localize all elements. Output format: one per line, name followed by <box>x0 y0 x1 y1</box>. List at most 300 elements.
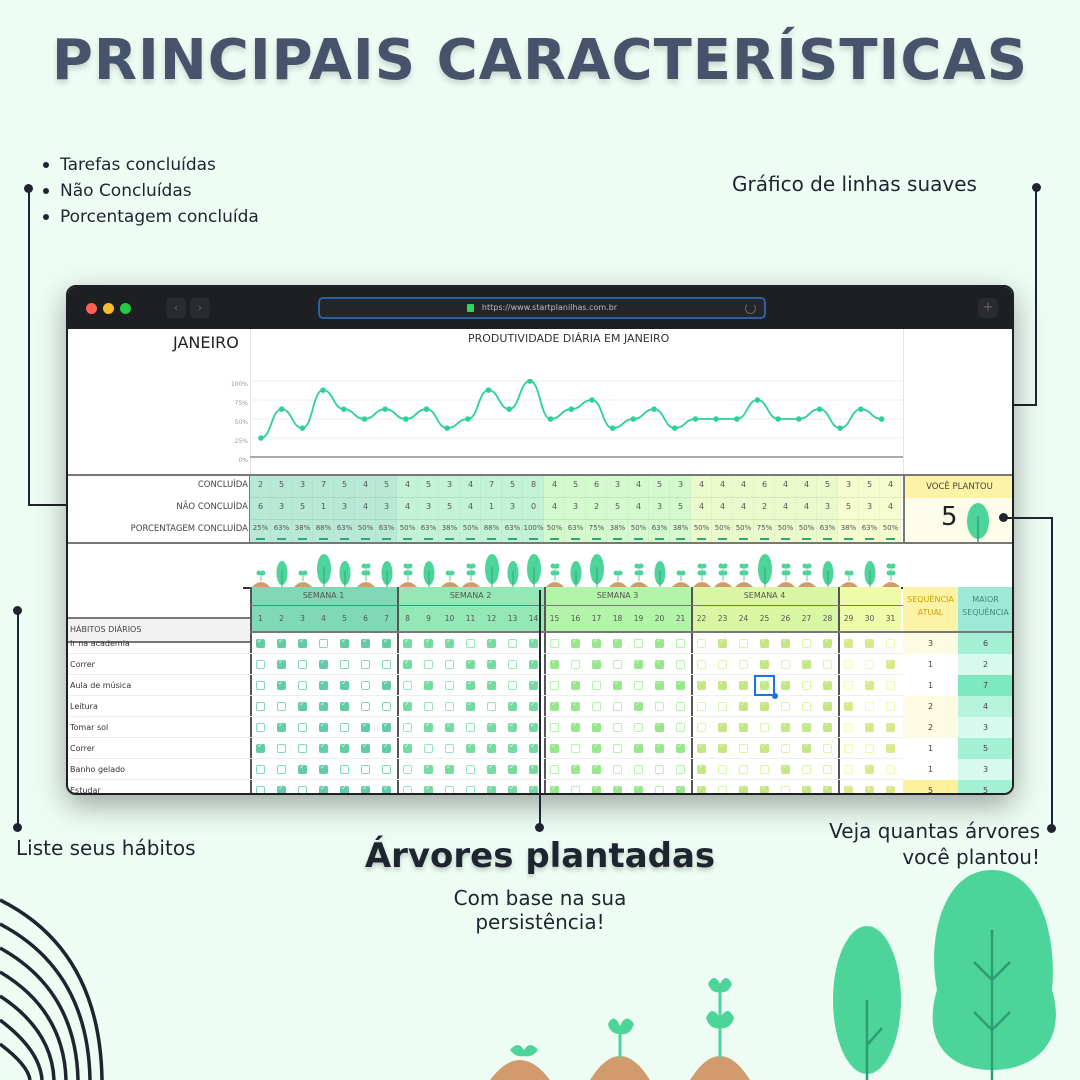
habit-checkbox[interactable] <box>676 723 685 732</box>
habit-checkbox[interactable] <box>550 639 559 648</box>
habit-checkbox[interactable]: ✓ <box>298 639 307 648</box>
habit-checkbox[interactable] <box>277 744 286 753</box>
habit-checkbox[interactable] <box>340 765 349 774</box>
habit-checkbox[interactable] <box>256 786 265 795</box>
habit-checkbox[interactable]: ✓ <box>718 681 727 690</box>
habit-checkbox[interactable]: ✓ <box>319 786 328 795</box>
habit-checkbox[interactable]: ✓ <box>508 723 517 732</box>
habit-checkbox[interactable]: ✓ <box>319 681 328 690</box>
habit-checkbox[interactable]: ✓ <box>403 639 412 648</box>
habit-checkbox[interactable]: ✓ <box>424 765 433 774</box>
habit-checkbox[interactable]: ✓ <box>613 786 622 795</box>
habit-checkbox[interactable] <box>739 639 748 648</box>
habit-checkbox[interactable]: ✓ <box>466 702 475 711</box>
close-window-button[interactable] <box>86 303 97 314</box>
habit-checkbox[interactable]: ✓ <box>529 723 538 732</box>
habit-checkbox[interactable] <box>550 723 559 732</box>
habit-checkbox[interactable]: ✓ <box>487 765 496 774</box>
habit-checkbox[interactable]: ✓ <box>277 723 286 732</box>
habit-checkbox[interactable] <box>361 660 370 669</box>
habit-checkbox[interactable] <box>886 639 895 648</box>
habit-checkbox[interactable]: ✓ <box>676 681 685 690</box>
habit-checkbox[interactable]: ✓ <box>340 702 349 711</box>
callout-chart: Gráfico de linhas suaves <box>732 172 977 196</box>
habit-checkbox[interactable]: ✓ <box>319 723 328 732</box>
habit-checkbox[interactable] <box>676 639 685 648</box>
habit-checkbox[interactable]: ✓ <box>739 723 748 732</box>
habit-checkbox[interactable] <box>613 723 622 732</box>
habit-checkbox[interactable]: ✓ <box>508 765 517 774</box>
habit-checkbox[interactable]: ✓ <box>865 786 874 795</box>
habit-checkbox[interactable] <box>718 765 727 774</box>
habit-checkbox[interactable] <box>277 702 286 711</box>
habit-checkbox[interactable]: ✓ <box>781 639 790 648</box>
habit-checkbox[interactable] <box>592 702 601 711</box>
habit-checkbox[interactable] <box>445 702 454 711</box>
habit-name[interactable]: Tomar sol <box>68 717 250 738</box>
habit-checkbox[interactable]: ✓ <box>361 744 370 753</box>
habit-checkbox[interactable] <box>403 786 412 795</box>
habit-checkbox[interactable]: ✓ <box>487 744 496 753</box>
habit-checkbox[interactable] <box>634 681 643 690</box>
habit-checkbox[interactable]: ✓ <box>571 639 580 648</box>
habit-checkbox[interactable] <box>718 786 727 795</box>
habit-checkbox[interactable]: ✓ <box>529 681 538 690</box>
habit-checkbox[interactable] <box>739 744 748 753</box>
habit-checkbox[interactable]: ✓ <box>760 744 769 753</box>
habit-checkbox[interactable]: ✓ <box>844 702 853 711</box>
habit-checkbox[interactable] <box>424 660 433 669</box>
habit-checkbox[interactable]: ✓ <box>760 660 769 669</box>
day-header: 23 <box>717 614 728 623</box>
not-done-cell: 3 <box>341 502 348 511</box>
habit-checkbox[interactable]: ✓ <box>613 639 622 648</box>
habit-checkbox[interactable]: ✓ <box>403 744 412 753</box>
habit-checkbox[interactable] <box>739 660 748 669</box>
habit-checkbox[interactable]: ✓ <box>487 786 496 795</box>
habit-checkbox[interactable]: ✓ <box>550 786 559 795</box>
habit-checkbox[interactable] <box>781 744 790 753</box>
habit-checkbox[interactable]: ✓ <box>277 786 286 795</box>
day-header: 12 <box>486 614 497 623</box>
habit-checkbox[interactable] <box>298 660 307 669</box>
habit-checkbox[interactable]: ✓ <box>529 702 538 711</box>
habit-checkbox[interactable]: ✓ <box>424 639 433 648</box>
habit-checkbox[interactable] <box>445 744 454 753</box>
habit-checkbox[interactable] <box>886 681 895 690</box>
habit-checkbox[interactable]: ✓ <box>340 786 349 795</box>
habit-checkbox[interactable]: ✓ <box>550 744 559 753</box>
not-done-cell: 1 <box>320 502 327 511</box>
habit-checkbox[interactable]: ✓ <box>634 744 643 753</box>
habit-checkbox[interactable]: ✓ <box>655 681 664 690</box>
habit-checkbox[interactable] <box>781 786 790 795</box>
habit-name[interactable]: Correr <box>68 738 250 759</box>
habit-checkbox[interactable]: ✓ <box>445 639 454 648</box>
habit-checkbox[interactable]: ✓ <box>823 639 832 648</box>
habit-checkbox[interactable] <box>739 765 748 774</box>
habit-checkbox[interactable]: ✓ <box>529 765 538 774</box>
habit-checkbox[interactable] <box>634 765 643 774</box>
habit-checkbox[interactable]: ✓ <box>382 786 391 795</box>
habit-checkbox[interactable] <box>823 744 832 753</box>
habit-checkbox[interactable] <box>382 765 391 774</box>
habit-checkbox[interactable]: ✓ <box>592 765 601 774</box>
new-tab-button[interactable]: + <box>978 298 998 318</box>
habit-checkbox[interactable]: ✓ <box>508 786 517 795</box>
y-tick: 50% <box>234 419 248 426</box>
habit-checkbox[interactable] <box>697 702 706 711</box>
habit-checkbox[interactable]: ✓ <box>697 744 706 753</box>
habit-checkbox[interactable]: ✓ <box>802 660 811 669</box>
maximize-window-button[interactable] <box>120 303 131 314</box>
habit-checkbox[interactable]: ✓ <box>508 702 517 711</box>
percent-cell: 50% <box>714 524 731 532</box>
habit-checkbox[interactable]: ✓ <box>508 744 517 753</box>
not-done-cell: 3 <box>572 502 579 511</box>
habit-checkbox[interactable]: ✓ <box>361 723 370 732</box>
habit-checkbox[interactable] <box>676 702 685 711</box>
habit-checkbox[interactable]: ✓ <box>592 744 601 753</box>
habit-checkbox[interactable] <box>445 786 454 795</box>
not-done-cell: 3 <box>656 502 663 511</box>
month-label: JANEIRO <box>173 333 239 352</box>
habit-checkbox[interactable]: ✓ <box>256 744 265 753</box>
habit-checkbox[interactable]: ✓ <box>760 681 769 690</box>
habit-checkbox[interactable]: ✓ <box>655 723 664 732</box>
habit-checkbox[interactable]: ✓ <box>298 765 307 774</box>
max-streak-cell: 6 <box>958 633 1013 654</box>
habit-checkbox[interactable]: ✓ <box>802 744 811 753</box>
minimize-window-button[interactable] <box>103 303 114 314</box>
habit-checkbox[interactable]: ✓ <box>403 702 412 711</box>
habit-checkbox[interactable] <box>550 681 559 690</box>
day-header: 17 <box>591 614 602 623</box>
habit-checkbox[interactable]: ✓ <box>403 660 412 669</box>
habit-checkbox[interactable] <box>886 765 895 774</box>
day-header: 15 <box>549 614 560 623</box>
habit-checkbox[interactable] <box>697 723 706 732</box>
habit-checkbox[interactable]: ✓ <box>319 702 328 711</box>
habit-checkbox[interactable]: ✓ <box>655 660 664 669</box>
habit-checkbox[interactable]: ✓ <box>634 702 643 711</box>
back-button[interactable]: ‹ <box>166 298 186 318</box>
habit-checkbox[interactable] <box>487 702 496 711</box>
habit-checkbox[interactable]: ✓ <box>445 723 454 732</box>
habit-checkbox[interactable]: ✓ <box>865 681 874 690</box>
habit-checkbox[interactable]: ✓ <box>655 744 664 753</box>
fill-handle[interactable] <box>772 693 778 699</box>
habit-checkbox[interactable] <box>802 681 811 690</box>
habit-checkbox[interactable]: ✓ <box>466 744 475 753</box>
habit-checkbox[interactable] <box>298 744 307 753</box>
done-cell: 3 <box>677 480 684 489</box>
habit-checkbox[interactable] <box>718 660 727 669</box>
percent-cell: 38% <box>609 524 626 532</box>
habit-checkbox[interactable]: ✓ <box>781 723 790 732</box>
habit-checkbox[interactable] <box>256 765 265 774</box>
habit-checkbox[interactable]: ✓ <box>865 723 874 732</box>
habit-checkbox[interactable] <box>508 681 517 690</box>
percent-cell: 38% <box>294 524 311 532</box>
habit-checkbox[interactable] <box>361 765 370 774</box>
habit-checkbox[interactable] <box>802 765 811 774</box>
habit-checkbox[interactable] <box>361 702 370 711</box>
percent-cell: 50% <box>735 524 752 532</box>
habit-checkbox[interactable]: ✓ <box>340 639 349 648</box>
habit-checkbox[interactable]: ✓ <box>319 765 328 774</box>
not-done-cell: 3 <box>383 502 390 511</box>
habit-checkbox[interactable] <box>613 702 622 711</box>
habit-checkbox[interactable] <box>844 723 853 732</box>
habit-checkbox[interactable] <box>655 765 664 774</box>
habit-checkbox[interactable]: ✓ <box>256 639 265 648</box>
selected-cell[interactable] <box>754 675 775 696</box>
habit-checkbox[interactable] <box>277 765 286 774</box>
habit-checkbox[interactable]: ✓ <box>487 723 496 732</box>
habit-checkbox[interactable]: ✓ <box>319 744 328 753</box>
done-cell: 5 <box>656 480 663 489</box>
percent-cell: 63% <box>861 524 878 532</box>
day-header: 20 <box>654 614 665 623</box>
habit-checkbox[interactable] <box>466 786 475 795</box>
habit-checkbox[interactable] <box>445 660 454 669</box>
habit-checkbox[interactable] <box>655 702 664 711</box>
habit-checkbox[interactable] <box>466 723 475 732</box>
habit-checkbox[interactable]: ✓ <box>340 681 349 690</box>
habit-checkbox[interactable] <box>781 702 790 711</box>
habit-name[interactable]: Estudar <box>68 780 250 795</box>
reload-icon[interactable] <box>745 303 756 314</box>
habit-checkbox[interactable]: ✓ <box>844 786 853 795</box>
habit-checkbox[interactable] <box>445 681 454 690</box>
habit-checkbox[interactable]: ✓ <box>844 639 853 648</box>
habit-checkbox[interactable]: ✓ <box>361 639 370 648</box>
habit-checkbox[interactable]: ✓ <box>718 723 727 732</box>
done-cell: 4 <box>551 480 558 489</box>
habit-checkbox[interactable]: ✓ <box>823 723 832 732</box>
habit-checkbox[interactable]: ✓ <box>739 681 748 690</box>
habit-checkbox[interactable]: ✓ <box>550 660 559 669</box>
habit-checkbox[interactable] <box>844 744 853 753</box>
habit-checkbox[interactable]: ✓ <box>571 765 580 774</box>
habit-checkbox[interactable]: ✓ <box>697 681 706 690</box>
habit-checkbox[interactable]: ✓ <box>760 639 769 648</box>
habit-checkbox[interactable] <box>844 660 853 669</box>
habit-checkbox[interactable] <box>508 639 517 648</box>
habit-checkbox[interactable]: ✓ <box>886 786 895 795</box>
habit-checkbox[interactable] <box>697 660 706 669</box>
habit-checkbox[interactable] <box>760 765 769 774</box>
habit-checkbox[interactable]: ✓ <box>592 639 601 648</box>
habit-name[interactable]: Ir na academia <box>68 633 250 654</box>
habit-name[interactable]: Aula de música <box>68 675 250 696</box>
habit-checkbox[interactable] <box>760 723 769 732</box>
habit-checkbox[interactable] <box>319 639 328 648</box>
habit-checkbox[interactable] <box>298 681 307 690</box>
habit-checkbox[interactable]: ✓ <box>634 786 643 795</box>
habit-checkbox[interactable] <box>466 765 475 774</box>
habit-checkbox[interactable]: ✓ <box>865 639 874 648</box>
habit-checkbox[interactable]: ✓ <box>865 765 874 774</box>
habit-checkbox[interactable]: ✓ <box>886 723 895 732</box>
habit-checkbox[interactable]: ✓ <box>466 660 475 669</box>
habit-checkbox[interactable] <box>403 681 412 690</box>
habit-checkbox[interactable]: ✓ <box>697 786 706 795</box>
habit-checkbox[interactable]: ✓ <box>886 744 895 753</box>
connector-dot <box>13 823 22 832</box>
habit-checkbox[interactable]: ✓ <box>319 660 328 669</box>
habit-checkbox[interactable]: ✓ <box>760 786 769 795</box>
percent-cell: 88% <box>315 524 332 532</box>
habit-checkbox[interactable] <box>571 786 580 795</box>
habit-checkbox[interactable] <box>634 723 643 732</box>
habit-checkbox[interactable] <box>571 744 580 753</box>
habit-checkbox[interactable]: ✓ <box>802 723 811 732</box>
habit-checkbox[interactable]: ✓ <box>382 681 391 690</box>
row-label-done: CONCLUÍDA <box>197 480 248 490</box>
habit-checkbox[interactable]: ✓ <box>760 702 769 711</box>
habit-name[interactable]: Correr <box>68 654 250 675</box>
habit-checkbox[interactable]: ✓ <box>697 765 706 774</box>
habit-checkbox[interactable]: ✓ <box>550 702 559 711</box>
habit-checkbox[interactable] <box>298 786 307 795</box>
habit-checkbox[interactable] <box>256 660 265 669</box>
habit-checkbox[interactable]: ✓ <box>382 744 391 753</box>
habit-checkbox[interactable] <box>298 723 307 732</box>
habit-checkbox[interactable] <box>718 702 727 711</box>
habit-checkbox[interactable] <box>844 765 853 774</box>
current-streak-cell: 1 <box>903 654 958 675</box>
habit-checkbox[interactable] <box>424 744 433 753</box>
habit-checkbox[interactable] <box>823 765 832 774</box>
habit-checkbox[interactable] <box>781 660 790 669</box>
habit-checkbox[interactable]: ✓ <box>424 681 433 690</box>
habit-checkbox[interactable]: ✓ <box>571 702 580 711</box>
habit-checkbox[interactable]: ✓ <box>277 660 286 669</box>
habit-checkbox[interactable]: ✓ <box>466 681 475 690</box>
y-tick: 25% <box>234 438 248 445</box>
habit-checkbox[interactable]: ✓ <box>739 702 748 711</box>
habit-name[interactable]: Banho gelado <box>68 759 250 780</box>
habit-checkbox[interactable] <box>508 660 517 669</box>
habit-checkbox[interactable]: ✓ <box>592 660 601 669</box>
habit-checkbox[interactable] <box>592 681 601 690</box>
habit-checkbox[interactable] <box>256 702 265 711</box>
habit-checkbox[interactable]: ✓ <box>781 681 790 690</box>
habit-checkbox[interactable]: ✓ <box>298 702 307 711</box>
habit-checkbox[interactable] <box>865 660 874 669</box>
habit-checkbox[interactable] <box>361 681 370 690</box>
page-title: PRINCIPAIS CARACTERÍSTICAS <box>51 28 1029 93</box>
habit-checkbox[interactable] <box>865 702 874 711</box>
habit-checkbox[interactable] <box>697 639 706 648</box>
habit-checkbox[interactable]: ✓ <box>781 765 790 774</box>
habit-checkbox[interactable] <box>634 639 643 648</box>
habit-checkbox[interactable]: ✓ <box>655 639 664 648</box>
habit-checkbox[interactable] <box>382 702 391 711</box>
habit-checkbox[interactable] <box>676 660 685 669</box>
habit-checkbox[interactable] <box>256 681 265 690</box>
habit-checkbox[interactable] <box>550 765 559 774</box>
done-cell: 4 <box>740 480 747 489</box>
habit-checkbox[interactable] <box>466 639 475 648</box>
habit-checkbox[interactable]: ✓ <box>424 723 433 732</box>
habit-checkbox[interactable]: ✓ <box>823 702 832 711</box>
habit-checkbox[interactable]: ✓ <box>529 786 538 795</box>
habit-checkbox[interactable]: ✓ <box>361 786 370 795</box>
habit-checkbox[interactable] <box>802 702 811 711</box>
habit-checkbox[interactable] <box>340 723 349 732</box>
habit-checkbox[interactable] <box>340 660 349 669</box>
habit-checkbox[interactable]: ✓ <box>382 639 391 648</box>
habit-checkbox[interactable] <box>571 660 580 669</box>
habit-checkbox[interactable]: ✓ <box>739 786 748 795</box>
habit-checkbox[interactable]: ✓ <box>571 723 580 732</box>
habit-checkbox[interactable] <box>865 744 874 753</box>
habit-checkbox[interactable]: ✓ <box>277 639 286 648</box>
habit-checkbox[interactable]: ✓ <box>340 744 349 753</box>
day-header: 26 <box>780 614 791 623</box>
habit-checkbox[interactable]: ✓ <box>529 660 538 669</box>
habit-checkbox[interactable] <box>613 744 622 753</box>
habit-checkbox[interactable]: ✓ <box>676 744 685 753</box>
habit-checkbox[interactable]: ✓ <box>487 681 496 690</box>
habit-checkbox[interactable] <box>613 765 622 774</box>
habit-checkbox[interactable] <box>613 660 622 669</box>
habit-checkbox[interactable] <box>655 786 664 795</box>
habit-checkbox[interactable]: ✓ <box>718 744 727 753</box>
habit-checkbox[interactable]: ✓ <box>676 786 685 795</box>
habit-checkbox[interactable]: ✓ <box>886 660 895 669</box>
percent-cell: 63% <box>567 524 584 532</box>
habit-checkbox[interactable]: ✓ <box>487 639 496 648</box>
habit-checkbox[interactable]: ✓ <box>592 786 601 795</box>
not-done-cell: 3 <box>866 502 873 511</box>
habit-checkbox[interactable] <box>802 639 811 648</box>
habit-checkbox[interactable]: ✓ <box>382 723 391 732</box>
habit-checkbox[interactable] <box>823 660 832 669</box>
habit-checkbox[interactable] <box>424 702 433 711</box>
habit-checkbox[interactable]: ✓ <box>277 681 286 690</box>
habit-checkbox[interactable]: ✓ <box>592 723 601 732</box>
line-chart <box>250 379 903 469</box>
habit-checkbox[interactable]: ✓ <box>613 681 622 690</box>
habit-checkbox[interactable] <box>256 723 265 732</box>
habit-checkbox[interactable] <box>886 702 895 711</box>
habit-checkbox[interactable]: ✓ <box>529 639 538 648</box>
habit-checkbox[interactable]: ✓ <box>487 660 496 669</box>
habit-checkbox[interactable] <box>403 765 412 774</box>
habit-checkbox[interactable]: ✓ <box>634 660 643 669</box>
habit-checkbox[interactable] <box>403 723 412 732</box>
habit-checkbox[interactable]: ✓ <box>445 765 454 774</box>
habit-checkbox[interactable]: ✓ <box>823 681 832 690</box>
habit-checkbox[interactable]: ✓ <box>823 786 832 795</box>
habit-checkbox[interactable]: ✓ <box>571 681 580 690</box>
habit-name[interactable]: Leitura <box>68 696 250 717</box>
habit-checkbox[interactable]: ✓ <box>529 744 538 753</box>
habit-checkbox[interactable]: ✓ <box>718 639 727 648</box>
y-tick: 0% <box>238 457 248 464</box>
habit-checkbox[interactable] <box>676 765 685 774</box>
address-bar[interactable] <box>318 297 766 319</box>
habit-checkbox[interactable] <box>844 681 853 690</box>
habit-checkbox[interactable]: ✓ <box>802 786 811 795</box>
habit-checkbox[interactable]: ✓ <box>424 786 433 795</box>
forward-button[interactable]: › <box>190 298 210 318</box>
habit-checkbox[interactable] <box>382 660 391 669</box>
